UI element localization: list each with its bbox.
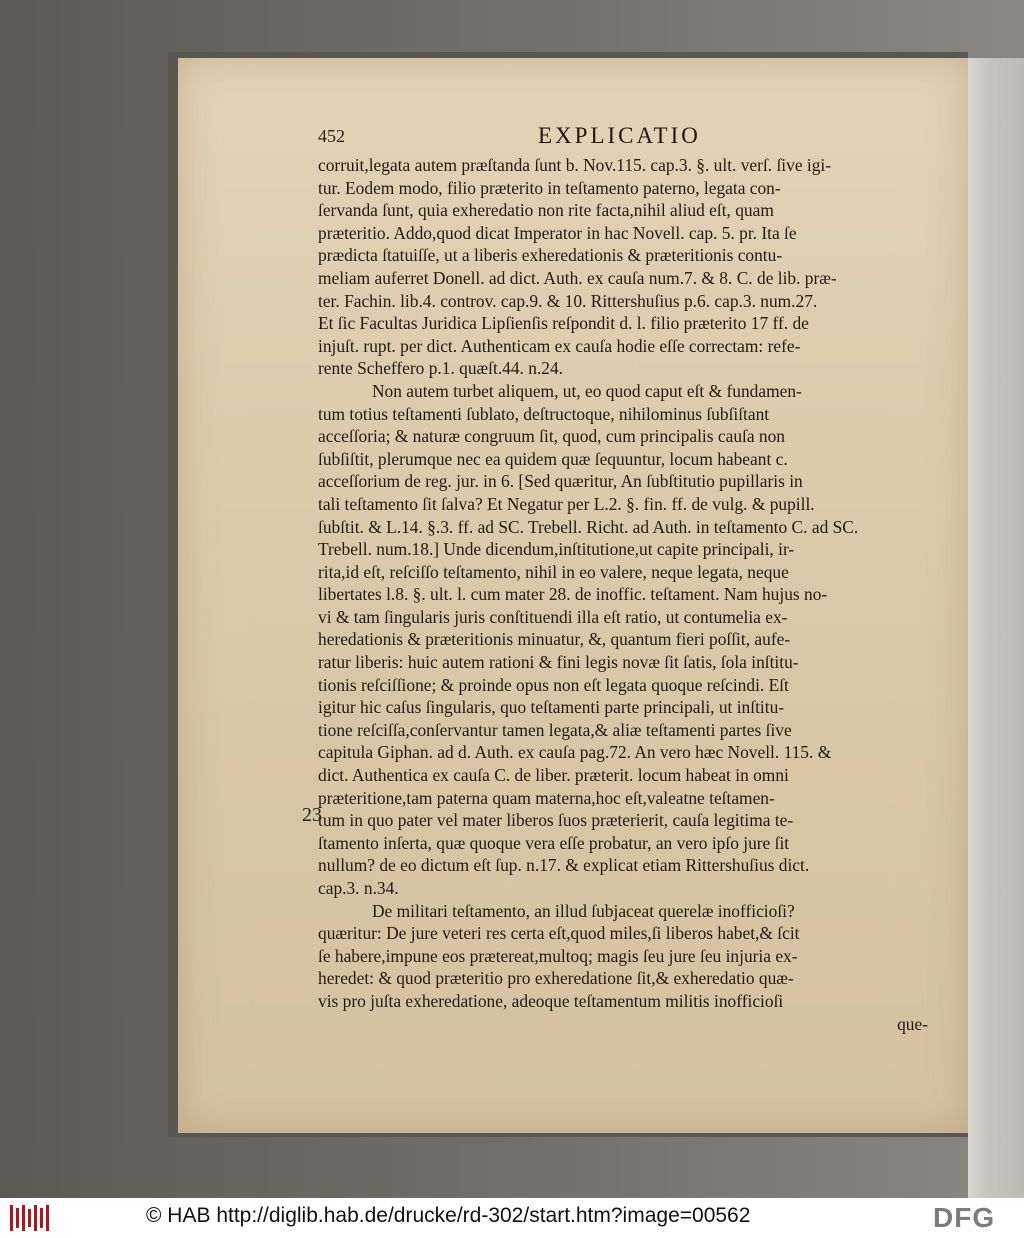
text-block xyxy=(318,154,928,1035)
text-line: libertates l.8. §. ult. l. cum mater 28. de inoffic. teſtament. Nam hujus no- xyxy=(318,584,828,605)
text-line: vis pro juſta exheredatione, adeoque teſtamentum militis inofficioſi xyxy=(318,990,784,1011)
text-line: præteritione,tam paterna quam materna,hoc eſt,valeatne teſtamen- xyxy=(318,787,775,808)
text-line: cap.3. n.34. xyxy=(318,878,399,898)
page-header xyxy=(318,123,938,152)
text-line: tionis reſciſſione; & proinde opus non eſt legata quoque reſcindi. Eſt xyxy=(318,674,789,695)
text-line: Et ſic Facultas Juridica Lipſienſis reſpondit d. l. filio præterito 17 ff. de xyxy=(318,313,809,334)
text-line: prædicta ſtatuiſſe, ut a liberis exheredationis & præteritionis contu- xyxy=(318,245,783,266)
hab-logo-icon xyxy=(10,1205,52,1231)
margin-note: 23 xyxy=(302,804,322,826)
text-line: injuſt. rupt. per dict. Authenticam ex cauſa hodie eſſe correctam: refe- xyxy=(318,335,801,356)
text-line: meliam auferret Donell. ad dict. Auth. ex cauſa num.7. & 8. C. de lib. præ- xyxy=(318,267,837,288)
text-line: nullum? de eo dictum eſt ſup. n.17. & explicat etiam Rittershuſius dict. xyxy=(318,855,810,876)
text-line: præteritio. Addo,quod dicat Imperator in hac Novell. cap. 5. pr. Ita ſe xyxy=(318,222,797,243)
dfg-logo: DFG xyxy=(933,1202,996,1233)
running-head: EXPLICATIO xyxy=(538,123,701,148)
text-line: capitula Giphan. ad d. Auth. ex cauſa pag.72. An vero hæc Novell. 115. & xyxy=(318,742,832,763)
text-line: acceſſorium de reg. jur. in 6. [Sed quæritur, An ſubſtitutio pupillaris in xyxy=(318,471,803,492)
text-line: tione reſciſſa,conſervantur tamen legata,& aliæ teſtamenti partes ſive xyxy=(318,719,792,740)
text-line: ſubſiſtit, plerumque nec ea quidem quæ ſequuntur, locum habeant c. xyxy=(318,448,788,469)
text-line: ſubſtit. & L.14. §.3. ff. ad SC. Trebell. Richt. ad Auth. in teſtamento C. ad SC. xyxy=(318,516,859,537)
text-line: tum in quo pater vel mater liberos ſuos præterierit, cauſa legitima te- xyxy=(318,810,794,831)
text-line: corruit,legata autem præſtanda ſunt b. Nov.115. cap.3. §. ult. verſ. ſive igi- xyxy=(318,155,832,175)
text-line: igitur hic caſus ſingularis, quo teſtamenti parte principali, ut inſtitu- xyxy=(318,697,785,718)
text-line: Trebell. num.18.] Unde dicendum,inſtitutione,ut capite principali, ir- xyxy=(318,539,795,560)
text-line: dict. Authentica ex cauſa C. de liber. præterit. locum habeat in omni xyxy=(318,765,789,786)
text-line: vi & tam ſingularis juris conſtituendi illa eſt ratio, ut contumelia ex- xyxy=(318,606,788,627)
book-right-edge xyxy=(968,58,1024,1198)
text-line: rita,id eſt, reſciſſo teſtamento, nihil in eo valere, neque legata, neque xyxy=(318,561,789,582)
text-line: ſe habere,impune eos prætereat,multoq; magis ſeu jure ſeu injuria ex- xyxy=(318,945,798,966)
text-line: rente Scheffero p.1. quæſt.44. n.24. xyxy=(318,358,564,379)
page-number: 452 xyxy=(318,126,345,146)
text-line: ter. Fachin. lib.4. controv. cap.9. & 10. Rittershuſius p.6. cap.3. num.27. xyxy=(318,290,818,311)
text-line: Non autem turbet aliquem, ut, eo quod caput eſt & fundamen- xyxy=(372,380,802,401)
text-line: quæritur: De jure veteri res certa eſt,quod miles,ſi liberos habet,& ſcit xyxy=(318,923,800,944)
text-line: heredet: & quod præteritio pro exheredatione ſit,& exheredatio quæ- xyxy=(318,968,794,989)
viewer-footer xyxy=(0,1198,1024,1238)
text-line: ſervanda ſunt, quia exheredatio non rite facta,nihil aliud eſt, quam xyxy=(318,200,774,221)
text-line: De militari teſtamento, an illud ſubjaceat querelæ inofficioſi? xyxy=(372,900,795,921)
copyright-link[interactable]: © HAB http://diglib.hab.de/drucke/rd-302/start.htm?image=00562 xyxy=(146,1204,751,1227)
text-line: acceſſoria; & naturæ congruum ſit, quod, cum principalis cauſa non xyxy=(318,426,785,447)
catchword: que- xyxy=(897,1013,928,1034)
text-line: heredationis & præteritionis minuatur, &, quantum fieri poſſit, aufe- xyxy=(318,629,791,650)
text-line: tum totius teſtamenti ſublato, deſtructoque, nihilominus ſubſiſtant xyxy=(318,403,770,424)
text-line: ſtamento inſerta, quæ quoque vera eſſe probatur, an vero ipſo jure ſit xyxy=(318,832,790,853)
text-line: ratur liberis: huic autem rationi & fini legis novæ ſit ſatis, ſola inſtitu- xyxy=(318,652,799,673)
text-line: tali teſtamento ſit ſalva? Et Negatur per L.2. §. fin. ff. de vulg. & pupill. xyxy=(318,493,815,514)
text-line: tur. Eodem modo, filio præterito in teſtamento paterno, legata con- xyxy=(318,177,781,198)
